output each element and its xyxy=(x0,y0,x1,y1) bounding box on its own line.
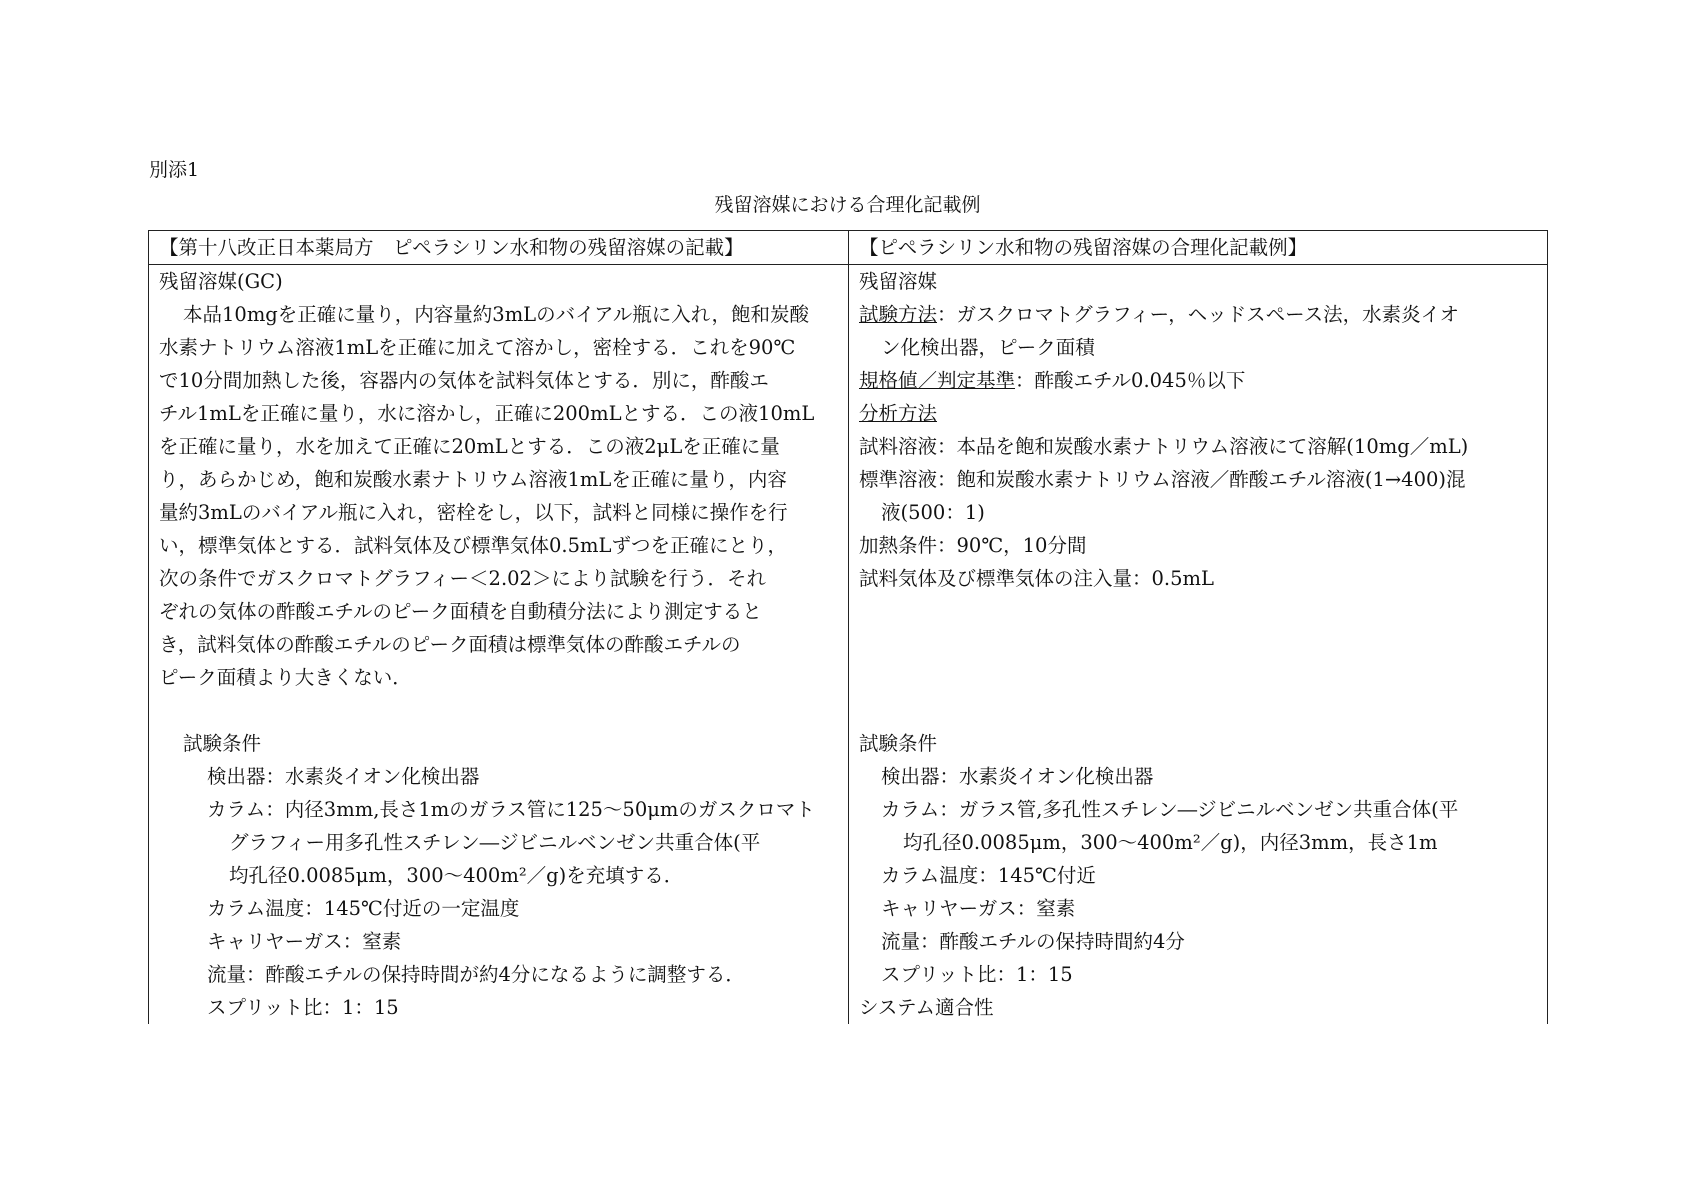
right-column-header: 【ピペラシリン水和物の残留溶媒の合理化記載例】 xyxy=(849,231,1548,265)
left-procedure-paragraph xyxy=(159,298,838,694)
right-analysis-label xyxy=(859,397,1537,430)
right-injection: 試料気体及び標準気体の注入量：0.5mL xyxy=(859,567,1214,590)
paragraph-line: を正確に量り，水を加えて正確に20mLとする．この液2μLを正確に量 xyxy=(159,435,780,458)
right-column-line: 均孔径0.0085μm，300～400m²／g)，内径3mm，長さ1m xyxy=(903,831,1438,854)
spec-value: ：酢酸エチル0.045％以下 xyxy=(1015,369,1246,392)
paragraph-line: い，標準気体とする．試料気体及び標準気体0.5mLずつを正確にとり， xyxy=(159,534,787,557)
right-flow: 流量：酢酸エチルの保持時間約4分 xyxy=(881,930,1185,953)
spacer xyxy=(859,661,1537,694)
right-sample-solution: 試料溶液：本品を飽和炭酸水素ナトリウム溶液にて溶解(10mg／mL) xyxy=(859,435,1469,458)
left-section-title: 残留溶媒(GC) xyxy=(159,270,283,293)
right-carrier-gas: キャリヤーガス：窒素 xyxy=(881,897,1076,920)
right-system-suitability: システム適合性 xyxy=(859,996,994,1019)
paragraph-line: 次の条件でガスクロマトグラフィー＜2.02＞により試験を行う．それ xyxy=(159,567,766,590)
attachment-label: 別添1 xyxy=(149,159,200,181)
right-method xyxy=(859,298,1537,331)
spec-label: 規格値／判定基準 xyxy=(859,369,1016,392)
spacer xyxy=(159,694,838,727)
right-method-cont: ン化検出器，ピーク面積 xyxy=(881,336,1095,359)
left-column-temp: カラム温度：145℃付近の一定温度 xyxy=(207,897,520,920)
analysis-label: 分析方法 xyxy=(859,402,938,425)
spacer xyxy=(859,595,1537,628)
paragraph-line: き，試料気体の酢酸エチルのピーク面積は標準気体の酢酸エチルの xyxy=(159,633,741,656)
right-section-title: 残留溶媒 xyxy=(859,270,938,293)
left-flow: 流量：酢酸エチルの保持時間が約4分になるように調整する． xyxy=(207,963,745,986)
right-column-body xyxy=(849,265,1548,1025)
right-column-line: カラム：ガラス管,多孔性スチレン―ジビニルベンゼン共重合体(平 xyxy=(881,798,1459,821)
paragraph-line: チル1mLを正確に量り，水に溶かし，正確に200mLとする．この液10mL xyxy=(159,402,815,425)
right-detector: 検出器：水素炎イオン化検出器 xyxy=(881,765,1154,788)
right-heating: 加熱条件：90℃，10分間 xyxy=(859,534,1087,557)
paragraph-line: で10分間加熱した後，容器内の気体を試料気体とする．別に，酢酸エ xyxy=(159,369,769,392)
left-split: スプリット比：1：15 xyxy=(207,996,399,1019)
right-standard-solution: 標準溶液：飽和炭酸水素ナトリウム溶液／酢酸エチル溶液(1→400)混 xyxy=(859,468,1466,491)
method-value: ：ガスクロマトグラフィー，ヘッドスペース法，水素炎イオ xyxy=(937,303,1460,326)
left-detector: 検出器：水素炎イオン化検出器 xyxy=(207,765,480,788)
paragraph-line: ピーク面積より大きくない． xyxy=(159,666,412,689)
right-spec xyxy=(859,364,1537,397)
table-body-row xyxy=(149,265,1548,1025)
right-split: スプリット比：1：15 xyxy=(881,963,1073,986)
table-header-row xyxy=(149,231,1548,265)
left-carrier-gas: キャリヤーガス：窒素 xyxy=(207,930,402,953)
method-label: 試験方法 xyxy=(859,303,938,326)
paragraph-line: 本品10mgを正確に量り，内容量約3mLのバイアル瓶に入れ，飽和炭酸 xyxy=(183,303,809,326)
comparison-table xyxy=(148,230,1548,1024)
left-column-header: 【第十八改正日本薬局方 ピペラシリン水和物の残留溶媒の記載】 xyxy=(149,231,849,265)
paragraph-line: ぞれの気体の酢酸エチルのピーク面積を自動積分法により測定すると xyxy=(159,600,762,623)
left-column-line: 均孔径0.0085μm，300～400m²／g)を充填する． xyxy=(229,864,684,887)
left-conditions-title: 試験条件 xyxy=(183,732,262,755)
right-standard-solution-cont: 液(500：1) xyxy=(881,501,985,524)
left-column-body xyxy=(149,265,849,1025)
paragraph-line: 量約3mLのバイアル瓶に入れ，密栓をし，以下，試料と同様に操作を行 xyxy=(159,501,788,524)
right-conditions-title: 試験条件 xyxy=(859,732,938,755)
paragraph-line: 水素ナトリウム溶液1mLを正確に加えて溶かし，密栓する．これを90℃ xyxy=(159,336,796,359)
right-column-temp: カラム温度：145℃付近 xyxy=(881,864,1096,887)
left-column-line: カラム：内径3mm,長さ1mのガラス管に125～50μmのガスクロマト xyxy=(207,798,815,821)
paragraph-line: り，あらかじめ，飽和炭酸水素ナトリウム溶液1mLを正確に量り，内容 xyxy=(159,468,787,491)
spacer xyxy=(859,628,1537,661)
spacer xyxy=(859,694,1537,727)
document-title: 残留溶媒における合理化記載例 xyxy=(714,194,981,216)
left-column-line: グラフィー用多孔性スチレン―ジビニルベンゼン共重合体(平 xyxy=(229,831,761,854)
